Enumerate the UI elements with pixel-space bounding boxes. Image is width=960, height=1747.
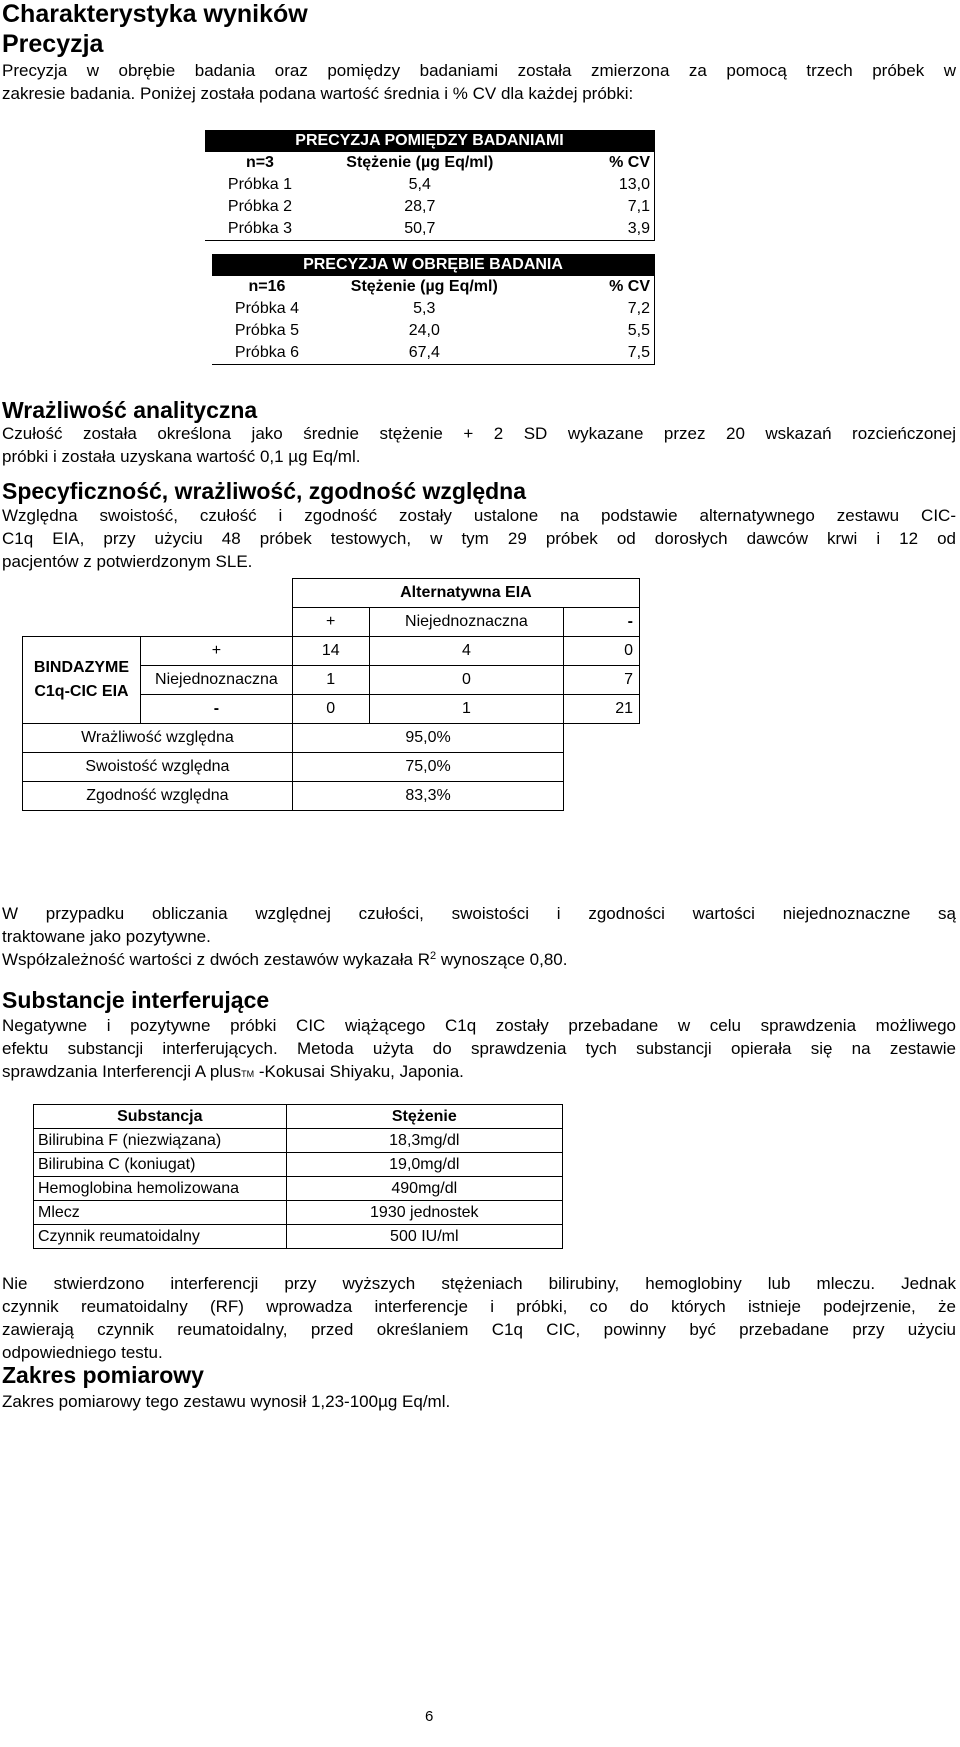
r-squared-superscript: 2 <box>430 950 437 962</box>
concentration-value: 28,7 <box>404 198 436 215</box>
concentration-value: 50,7 <box>404 220 436 237</box>
within-header-n: n=16 <box>248 278 286 295</box>
stat-value: 75,0% <box>292 753 563 782</box>
text-line: Nie stwierdzono interferencji przy wyższych stężeniach bilirubiny, hemoglobiny lub mleczu. Jednak <box>2 1274 956 1293</box>
table-row <box>23 753 640 782</box>
interference-kit-text: sprawdzania Interferencji A plus <box>2 1062 242 1081</box>
substance-concentration: 500 IU/ml <box>286 1225 562 1249</box>
correlation-line <box>2 948 956 971</box>
specificity-heading: Specyficzność, wrażliwość, zgodność względna <box>2 478 527 504</box>
count-cell: 1 <box>369 695 564 724</box>
count-cell: 0 <box>369 666 564 695</box>
row-label-positive: + <box>140 637 292 666</box>
sample-label: Próbka 1 <box>227 176 292 193</box>
concentration-header: Stężenie <box>286 1105 562 1129</box>
substance-name: Bilirubina F (niezwiązana) <box>34 1129 287 1153</box>
row-label-negative: - <box>140 695 292 724</box>
substance-name: Bilirubina C (koniugat) <box>34 1153 287 1177</box>
precision-intro-line: Precyzja w obrębie badania oraz pomiędzy badaniami została zmierzona za pomocą trzech próbek w <box>2 61 956 80</box>
sensitivity-text <box>2 422 956 468</box>
count-cell: 0 <box>564 637 640 666</box>
precision-heading: Precyzja <box>2 30 104 58</box>
count-cell: 14 <box>292 637 369 666</box>
substance-header: Substancja <box>34 1105 287 1129</box>
precision-intro-line: zakresie badania. Poniżej została podana wartość średnia i % CV dla każdej próbki: <box>2 84 634 103</box>
cv-value: 7,5 <box>627 344 650 361</box>
sensitivity-heading: Wrażliwość analityczna <box>2 397 258 423</box>
table-row <box>34 1225 563 1249</box>
row-group-line: C1q-CIC EIA <box>34 683 129 700</box>
table-row <box>23 724 640 753</box>
table-row <box>205 196 655 218</box>
text-line: pacjentów z potwierdzonym SLE. <box>2 552 253 571</box>
text-line: zawierają czynnik reumatoidalny, przed określaniem C1q CIC, powinny być przebadane przy użyciu <box>2 1320 956 1339</box>
between-precision-table <box>205 130 655 241</box>
text-line: traktowane jako pozytywne. <box>2 927 211 946</box>
concentration-value: 67,4 <box>408 344 440 361</box>
concentration-value: 5,3 <box>413 300 436 317</box>
text-line: Czułość została określona jako średnie stężenie + 2 SD wykazane przez 20 wskazań rozcieńczonej <box>2 424 956 443</box>
text-line: C1q EIA, przy użyciu 48 próbek testowych, w tym 29 próbek od dorosłych dawców krwi i 12 od <box>2 529 956 548</box>
between-header-n: n=3 <box>245 154 274 171</box>
text-line: Względna swoistość, czułość i zgodność zostały ustalone na podstawie alternatywnego zestawu CIC- <box>2 506 956 525</box>
sample-label: Próbka 3 <box>227 220 292 237</box>
text-line: próbki i została uzyskana wartość 0,1 µg Eq/ml. <box>2 447 361 466</box>
count-cell: 0 <box>292 695 369 724</box>
count-cell: 4 <box>369 637 564 666</box>
between-header-cv: % CV <box>609 154 650 171</box>
text-line <box>2 1060 956 1086</box>
text-line: czynnik reumatoidalny (RF) wprowadza interferencje i próbki, co do których istnieje podejrzenie, że <box>2 1297 956 1316</box>
text-line: Zakres pomiarowy tego zestawu wynosił 1,23-100µg Eq/ml. <box>2 1392 451 1411</box>
row-group-line: BINDAZYME <box>33 659 130 676</box>
substance-name: Czynnik reumatoidalny <box>34 1225 287 1249</box>
interfering-heading: Substancje interferujące <box>2 987 270 1013</box>
substance-name: Hemoglobina hemolizowana <box>34 1177 287 1201</box>
table-row <box>212 320 655 342</box>
table-row <box>205 218 655 241</box>
specificity-text <box>2 504 956 573</box>
substance-concentration: 490mg/dl <box>286 1177 562 1201</box>
table-row <box>34 1201 563 1225</box>
col-label-positive: + <box>292 608 369 637</box>
cv-value: 5,5 <box>627 322 650 339</box>
text-line: W przypadku obliczania względnej czułości, swoistości i zgodności wartości niejednoznaczne są <box>2 904 956 923</box>
col-label-negative: - <box>564 608 640 637</box>
stat-label: Swoistość względna <box>23 753 293 782</box>
sample-label: Próbka 2 <box>227 198 292 215</box>
within-header-concentration: Stężenie (µg Eq/ml) <box>350 278 498 295</box>
table-row <box>205 174 655 196</box>
count-cell: 7 <box>564 666 640 695</box>
table-row <box>34 1177 563 1201</box>
concentration-value: 24,0 <box>408 322 440 339</box>
count-cell: 21 <box>564 695 640 724</box>
substance-table <box>33 1104 563 1249</box>
precision-intro <box>2 59 956 105</box>
cv-value: 13,0 <box>618 176 650 193</box>
within-precision-table <box>212 254 655 365</box>
row-label-equivocal: Niejednoznaczna <box>140 666 292 695</box>
between-table-title: PRECYZJA POMIĘDZY BADANIAMI <box>205 130 655 152</box>
stat-value: 95,0% <box>292 724 563 753</box>
cv-value: 7,2 <box>627 300 650 317</box>
stat-label: Zgodność względna <box>23 782 293 811</box>
comparison-table <box>22 578 640 811</box>
interfering-conclusion <box>2 1272 956 1364</box>
substance-concentration: 1930 jednostek <box>286 1201 562 1225</box>
alternative-eia-header: Alternatywna EIA <box>292 579 639 608</box>
substance-concentration: 19,0mg/dl <box>286 1153 562 1177</box>
table-row <box>34 1153 563 1177</box>
bindazyme-row-group <box>23 637 141 724</box>
comparison-note <box>2 902 956 971</box>
cv-value: 7,1 <box>627 198 650 215</box>
page-number: 6 <box>425 1708 434 1725</box>
sample-label: Próbka 4 <box>234 300 299 317</box>
table-row <box>212 298 655 320</box>
correlation-text: Współzależność wartości z dwóch zestawów wykazała R <box>2 950 430 969</box>
table-row <box>34 1129 563 1153</box>
sample-label: Próbka 6 <box>234 344 299 361</box>
col-label-equivocal: Niejednoznaczna <box>369 608 564 637</box>
interfering-text <box>2 1014 956 1086</box>
table-row <box>23 782 640 811</box>
interference-kit-maker: -Kokusai Shiyaku, Japonia. <box>254 1062 464 1081</box>
within-header-cv: % CV <box>609 278 650 295</box>
range-text <box>2 1390 956 1413</box>
within-table-title: PRECYZJA W OBRĘBIE BADANIA <box>212 254 655 276</box>
concentration-value: 5,4 <box>408 176 431 193</box>
between-header-concentration: Stężenie (µg Eq/ml) <box>346 154 494 171</box>
range-heading: Zakres pomiarowy <box>2 1362 204 1388</box>
substance-name: Mlecz <box>34 1201 287 1225</box>
table-row <box>23 637 640 666</box>
substance-concentration: 18,3mg/dl <box>286 1129 562 1153</box>
sample-label: Próbka 5 <box>234 322 299 339</box>
count-cell: 1 <box>292 666 369 695</box>
text-line: odpowiedniego testu. <box>2 1343 163 1362</box>
stat-label: Wrażliwość względna <box>23 724 293 753</box>
stat-value: 83,3% <box>292 782 563 811</box>
trademark-mark: TM <box>241 1069 255 1079</box>
text-line: Negatywne i pozytywne próbki CIC wiążącego C1q zostały przebadane w celu sprawdzenia możliwego <box>2 1016 956 1035</box>
text-line: efektu substancji interferujących. Metoda użyta do sprawdzenia tych substancji opierała się na zestawie <box>2 1039 956 1058</box>
correlation-text-end: wynoszące 0,80. <box>436 950 568 969</box>
table-row <box>212 342 655 365</box>
results-heading: Charakterystyka wyników <box>2 0 308 28</box>
cv-value: 3,9 <box>627 220 650 237</box>
